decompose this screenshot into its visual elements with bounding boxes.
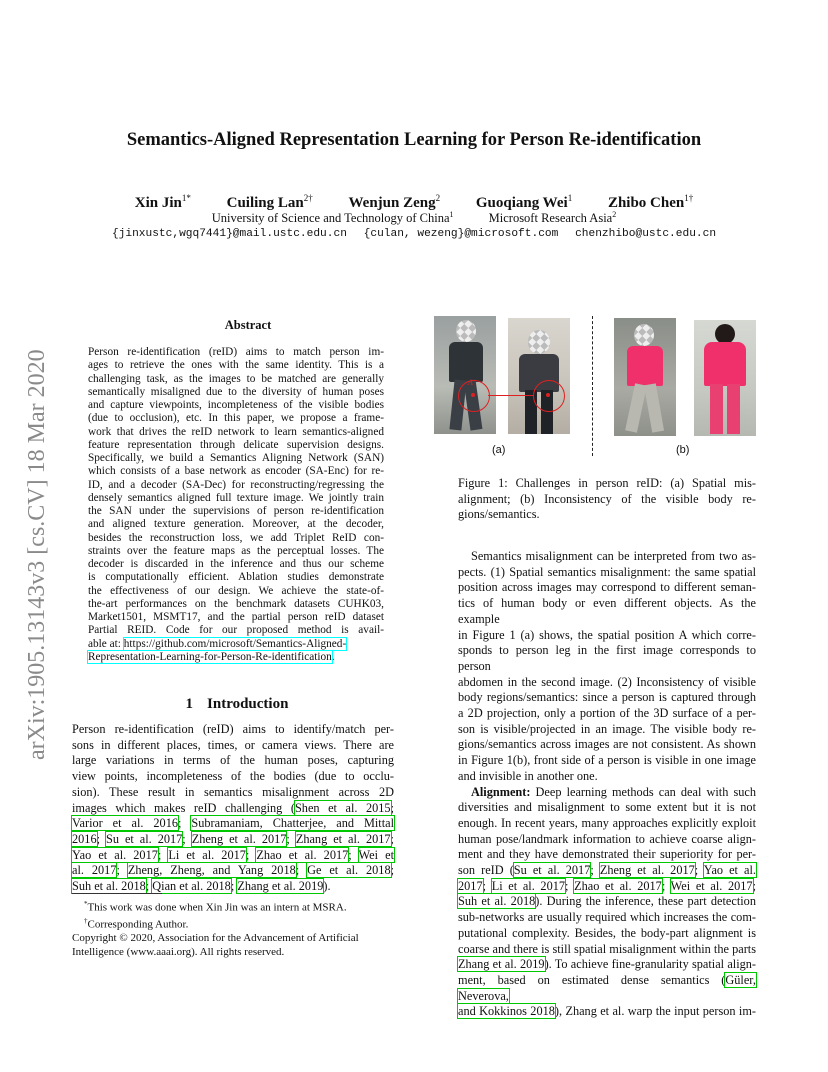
text: ), Zhang et al. warp the input person im- xyxy=(554,1004,756,1019)
figure-caption xyxy=(458,476,756,523)
body-cite-line xyxy=(458,863,756,879)
arxiv-stamp xyxy=(24,280,50,760)
section-number: 1 xyxy=(185,696,194,712)
intro-line: sons in different places, times, or camera views. There are xyxy=(72,737,394,752)
text: ; xyxy=(286,831,296,846)
email-1: {jinxustc,wgq7441}@mail.ustc.edu.cn xyxy=(111,228,347,240)
intro-line: view points, incompleteness of the bodies (due to occlu- xyxy=(72,769,394,784)
pixelated-face xyxy=(634,324,654,346)
abstract-line: feature representation through delicate supervision designs. xyxy=(88,438,384,451)
citation-link[interactable]: Suh et al. 2018 xyxy=(72,879,146,894)
author-mark: 1† xyxy=(684,193,694,203)
text: son reID ( xyxy=(458,863,514,878)
affiliation-1 xyxy=(212,210,454,226)
affiliation-name: Microsoft Research Asia xyxy=(488,211,613,226)
section-heading-introduction xyxy=(72,696,402,713)
abstract-line: Market1501, MSMT17, and the partial person reID dataset xyxy=(88,611,384,623)
person-torso xyxy=(449,342,483,382)
email-list xyxy=(0,228,828,240)
person-head xyxy=(715,324,735,344)
person-leg xyxy=(727,384,740,434)
abstract-line: Person re-identification (reID) aims to match person im- xyxy=(88,346,384,358)
citation-link[interactable]: Zheng et al. 2017 xyxy=(191,831,287,846)
email-3: chenzhibo@ustc.edu.cn xyxy=(575,228,717,240)
body-line: ment and they have demonstrated their superiority for per- xyxy=(458,847,756,862)
body-line: enough. In recent years, many approaches explicitly exploit xyxy=(458,815,756,830)
footnote-1 xyxy=(72,898,402,915)
sublabel-a: (a) xyxy=(492,444,506,456)
figure-1 xyxy=(430,314,760,464)
text: ; xyxy=(565,878,575,893)
citation-link[interactable]: Zhao et al. 2017 xyxy=(574,878,662,893)
body-line: and invisible in another one. xyxy=(458,768,598,783)
body-line: abdomen in the second image. (2) Inconsistency of visible xyxy=(458,674,756,689)
author-name: Zhibo Chen xyxy=(607,195,685,211)
author-mark: 1* xyxy=(181,193,191,203)
text: ; xyxy=(157,847,169,862)
point-label: A xyxy=(468,378,473,387)
text: ; xyxy=(694,863,704,878)
caption-line: gions/semantics. xyxy=(458,507,540,522)
intro-cite-line xyxy=(72,801,394,817)
body-line: gions/semantics across images are not consistent. As shown xyxy=(458,737,756,752)
footnote-divider xyxy=(72,893,162,894)
author-mark: 1 xyxy=(567,193,573,203)
affiliation-list xyxy=(0,210,828,226)
footnotes xyxy=(72,898,402,959)
intro-cite-line xyxy=(72,832,394,848)
citation-link[interactable]: Yao et al. 2017 xyxy=(72,847,158,862)
email-2: {culan, wezeng}@microsoft.com xyxy=(363,228,559,240)
abstract-link-line xyxy=(88,651,384,664)
abstract-line: the SAN under the supervisions of person re-identification xyxy=(88,505,384,517)
author-name: Cuiling Lan xyxy=(226,195,304,211)
person-torso xyxy=(704,342,746,386)
intro-line: Person re-identification (reID) aims to identify/match per- xyxy=(72,722,394,736)
citation-link[interactable]: Zhang et al. 2017 xyxy=(295,831,391,846)
body-line: sponds to person leg in the first image corresponds to person xyxy=(458,643,756,673)
alignment-line xyxy=(458,785,756,801)
citation-link[interactable]: Su et al. 2017 xyxy=(513,863,591,878)
citation-link[interactable]: Zhao et al. 2017 xyxy=(256,847,349,862)
pixelated-face xyxy=(456,320,476,342)
section-title: Introduction xyxy=(207,696,289,712)
citation-link[interactable]: Subramaniam, Chatterjee, and Mittal xyxy=(191,816,395,831)
citation-link[interactable]: Zhang et al. 2019 xyxy=(458,957,545,972)
body-cite-line xyxy=(458,973,756,1004)
citation-link[interactable]: Wei et xyxy=(358,847,394,862)
body-line: in Figure 1 (a) shows, the spatial position A which corre- xyxy=(458,627,756,642)
text: ; xyxy=(482,878,492,893)
text: ; xyxy=(390,800,394,815)
text: ). To achieve fine-granularity spatial align- xyxy=(544,957,757,972)
copyright-line: Intelligence (www.aaai.org). All rights reserved. xyxy=(72,945,285,958)
footnote-mark: * xyxy=(84,900,88,908)
abstract-line: straints over the feature maps as the perceptual losses. The xyxy=(88,544,384,557)
link-suffix: . xyxy=(331,650,335,663)
citation-link[interactable]: Zheng et al. 2017 xyxy=(599,863,695,878)
abstract-heading: Abstract xyxy=(224,318,272,332)
copyright-line: Copyright © 2020, Association for the Advancement of Artificial xyxy=(72,932,359,945)
abstract-body xyxy=(88,346,384,664)
caption-line: Figure 1: Challenges in person reID: (a) Spatial mis- xyxy=(458,476,756,490)
paragraph-heading: Alignment: xyxy=(471,784,531,799)
text: ; xyxy=(752,878,756,893)
body-line: body regions/semantics: since a person is captured through xyxy=(458,690,756,705)
person-torso xyxy=(627,346,663,386)
body-line: in Figure 1(b), front side of a person is visible in one image xyxy=(458,753,756,768)
author-mark: 2 xyxy=(435,193,441,203)
author-mark: 2† xyxy=(303,193,313,203)
citation-link[interactable]: 2016 xyxy=(72,831,97,846)
citation-link[interactable]: Güler, Neverova, xyxy=(458,972,756,1003)
photo-a1 xyxy=(434,316,496,434)
citation-link[interactable]: Li et al. 2017 xyxy=(491,878,566,893)
abstract-line: (due to occlusion), etc. In this paper, we propose a frame- xyxy=(88,412,384,425)
citation-link[interactable]: and Kokkinos 2018 xyxy=(458,1004,555,1019)
citation-link[interactable]: Varior et al. 2016 xyxy=(72,816,178,831)
paper-title: Semantics-Aligned Representation Learning for Person Re-identification xyxy=(126,130,702,150)
footnote-text: This work was done when Xin Jin was an intern at MSRA. xyxy=(87,901,347,914)
citation-link[interactable]: Zheng, Zheng, and Yang 2018 xyxy=(127,863,296,878)
abstract-line: the effectiveness of our design. We achieve the state-of- xyxy=(88,584,384,597)
pixelated-face xyxy=(528,330,550,354)
text: ; xyxy=(182,831,192,846)
body-line: coarse and there is still spatial misalignment within the parts xyxy=(458,941,756,956)
body-line: position across images may correspond to different seman- xyxy=(458,580,756,595)
person-leg xyxy=(710,384,723,434)
figure-divider xyxy=(592,316,593,456)
citation-link[interactable]: Ge et al. 2018 xyxy=(307,863,391,878)
abstract-line: Specifically, we build a Semantics Aligning Network (SAN) xyxy=(88,452,384,464)
abstract-line: and aligned texture generation. Moreover, at the decoder, xyxy=(88,518,384,531)
citation-link[interactable]: Shen et al. 2015 xyxy=(294,800,391,815)
photo-b1 xyxy=(614,318,676,436)
affiliation-2 xyxy=(489,210,617,226)
citation-link[interactable]: Suh et al. 2018 xyxy=(458,894,536,909)
abstract-line: decoder is discarded in the inference and thus our scheme xyxy=(88,558,384,570)
affiliation-mark: 2 xyxy=(612,210,617,219)
body-line: diversities and misalignment to some extent but it is not xyxy=(458,800,756,815)
text: Deep learning methods can deal with such xyxy=(530,784,756,799)
intro-cite-line xyxy=(72,848,394,864)
text: ; xyxy=(661,878,671,893)
code-link[interactable]: https://github.com/microsoft/Semantics-Aligned- xyxy=(123,637,347,650)
citation-link[interactable]: Su et al. 2017 xyxy=(105,831,183,846)
body-line: a 2D projection, only a portion of the 3D surface of a per- xyxy=(458,706,756,721)
text: ; xyxy=(348,847,359,862)
text: images which makes reID challenging ( xyxy=(72,800,295,815)
text: ; xyxy=(116,863,128,878)
body-line: sub-networks are usually required which increases the com- xyxy=(458,910,756,925)
abstract-line: and capture viewpoints, incompleteness of the visible bodies xyxy=(88,399,384,411)
body-cite-line xyxy=(458,1004,756,1020)
introduction-body xyxy=(72,722,394,895)
text: ; xyxy=(295,863,308,878)
citation-link[interactable]: 2017 xyxy=(458,878,483,893)
text: ; xyxy=(230,879,238,894)
body-cite-line xyxy=(458,894,756,910)
abstract-line: challenging task, as the images to be matched are generally xyxy=(88,372,384,385)
abstract-link-line xyxy=(88,638,384,651)
text: ; xyxy=(390,863,395,878)
text: ; xyxy=(145,879,153,894)
body-cite-line xyxy=(458,957,756,973)
position-a-marker xyxy=(471,393,475,397)
text: ; xyxy=(590,863,600,878)
author-name: Guoqiang Wei xyxy=(475,195,568,211)
text: ). xyxy=(323,879,331,894)
right-column-body xyxy=(458,549,756,1020)
author-name: Xin Jin xyxy=(134,195,182,211)
abstract-line: work that drives the reID network to learn semantics-aligned xyxy=(88,425,384,438)
abstract-line: which consists of a base network as encoder (SA-Enc) for re- xyxy=(88,465,384,478)
intro-cite-line xyxy=(72,863,394,879)
correspondence-arrow xyxy=(488,395,533,396)
abstract-line: is computationally efficient. Ablation studies demonstrate xyxy=(88,571,384,584)
intro-cite-line xyxy=(72,816,394,832)
abstract-line: semantically misaligned due to the diversity of human poses xyxy=(88,385,384,398)
text: ; xyxy=(96,831,106,846)
abstract-line: Partial REID. Code for our proposed method is avail- xyxy=(88,624,384,637)
caption-line: alignment; (b) Inconsistency of the visible body re- xyxy=(458,491,756,506)
abstract-line: densely semantics aligned full texture image. We jointly train xyxy=(88,491,384,504)
citation-link[interactable]: al. 2017 xyxy=(72,863,117,878)
link-prefix: able at: xyxy=(88,637,124,650)
intro-line: large variations in terms of the human poses, capturing xyxy=(72,753,394,768)
abstract-line: ages to retrieve the ones with the same identity. This is a xyxy=(88,359,384,372)
body-cite-line xyxy=(458,879,756,895)
affiliation-name: University of Science and Technology of China xyxy=(211,211,450,226)
body-line: pects. (1) Spatial semantics misalignment: the same spatial xyxy=(458,564,756,579)
text: ; xyxy=(178,816,192,831)
text: ). During the inference, these part detection xyxy=(535,894,756,909)
citation-link[interactable]: Li et al. 2017 xyxy=(168,847,246,862)
text: ; xyxy=(245,847,257,862)
text: ment, based on estimated dense semantics ( xyxy=(458,972,726,987)
abstract-line: the-art performances on the benchmark datasets CUHK03, xyxy=(88,597,384,610)
author-name: Wenjun Zeng xyxy=(348,195,436,211)
code-link-continued[interactable]: Representation-Learning-for-Person-Re-identification xyxy=(88,650,332,663)
citation-link[interactable]: Qian et al. 2018 xyxy=(152,879,231,894)
position-a-marker xyxy=(546,393,550,397)
body-line: human pose/landmark information to achieve coarse align- xyxy=(458,831,756,846)
body-line: putational complexity. Besides, the body-part alignment is xyxy=(458,925,756,940)
citation-link[interactable]: Wei et al. 2017 xyxy=(670,878,753,893)
body-line: Semantics misalignment can be interpreted from two as- xyxy=(471,549,756,563)
footnote-mark: † xyxy=(84,917,88,926)
citation-link[interactable]: Zhang et al. 2019 xyxy=(237,879,324,894)
abstract-line: ID, and a decoder (SA-Dec) for reconstructing/regressing the xyxy=(88,478,384,491)
footnote-2 xyxy=(72,915,402,932)
footnote-text: Corresponding Author. xyxy=(87,918,189,931)
text: ; xyxy=(390,831,394,846)
body-line: tics of human body or even different objects. As the example xyxy=(458,596,756,626)
arxiv-id: arXiv:1905.13143v3 [cs.CV] 18 Mar 2020 xyxy=(24,349,50,760)
photo-b2 xyxy=(694,320,756,436)
sublabel-b: (b) xyxy=(676,444,690,456)
affiliation-mark: 1 xyxy=(449,210,454,219)
intro-line: sion). These result in semantics misalignment across 2D xyxy=(72,784,394,799)
body-line: son is visible/projected in an image. The visible body re- xyxy=(458,721,756,736)
citation-link[interactable]: Yao et al. xyxy=(703,863,756,878)
abstract-line: besides the reconstruction loss, we add Triplet ReID con- xyxy=(88,531,384,544)
photo-a2 xyxy=(508,318,570,434)
